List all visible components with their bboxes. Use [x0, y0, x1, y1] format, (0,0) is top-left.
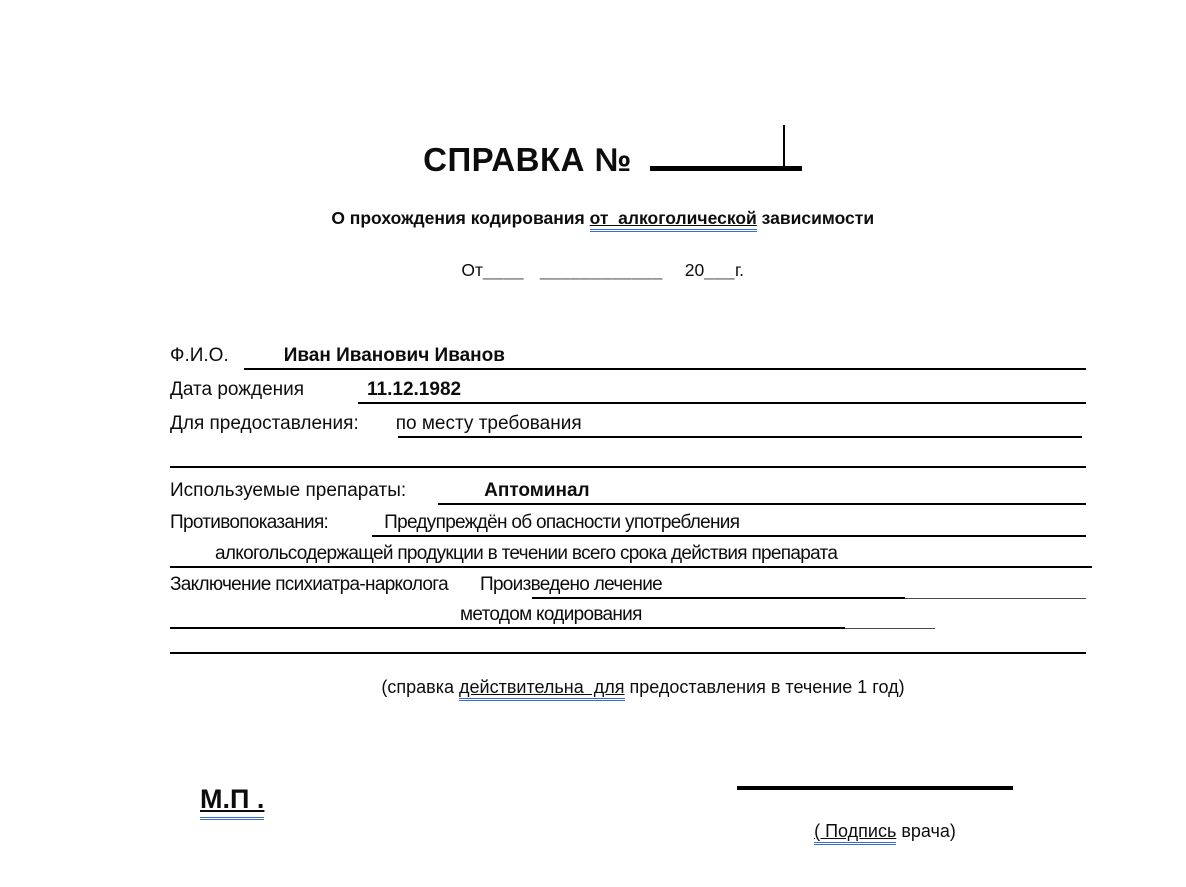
provided-for-value[interactable]: по месту требования: [395, 413, 582, 434]
text-cursor: [783, 125, 785, 171]
date-year-suffix: г.: [734, 260, 745, 280]
birth-date-value[interactable]: 11.12.1982: [367, 379, 462, 400]
date-from-label: От: [461, 260, 484, 280]
note-grammar-flagged-text[interactable]: действительна для: [459, 677, 624, 701]
contraindications-value-line1[interactable]: Предупреждён об опасности употребления: [384, 512, 740, 533]
stamp-place: [170, 753, 264, 846]
signature-caption-rest: врача): [896, 821, 956, 841]
fio-value[interactable]: Иван Иванович Иванов: [283, 345, 505, 366]
signature-line[interactable]: [737, 758, 1013, 790]
field-provided-for: [170, 406, 1086, 436]
note-part1: (справка: [381, 677, 460, 697]
field-medications: [170, 473, 1086, 503]
certificate-number-blank[interactable]: [650, 141, 802, 171]
fio-underline: [244, 368, 1086, 370]
title-text: СПРАВКА №: [423, 141, 642, 178]
subtitle-grammar-flagged-text[interactable]: от алкоголической: [590, 208, 757, 232]
note-part2: предоставления в течение 1 год): [624, 677, 905, 697]
field-conclusion: [170, 567, 1086, 597]
date-day-blank[interactable]: ____: [483, 260, 524, 280]
contraindications-label: Противопоказания:: [170, 512, 329, 533]
signature-caption-grammar-flagged: ( Подпись: [814, 821, 896, 845]
date-year-prefix: 20: [684, 260, 705, 280]
fio-label: Ф.И.О.: [170, 345, 229, 366]
contraindications-value-line2[interactable]: алкогольсодержащей продукции в течении всего срока действия препарата: [215, 543, 838, 564]
provided-for-label: Для предоставления:: [170, 413, 359, 434]
validity-note: [170, 656, 1086, 719]
medications-value[interactable]: Аптоминал: [484, 480, 590, 501]
signature-caption: [737, 800, 1013, 863]
field-birth-date: [170, 372, 1086, 402]
empty-underline-1: [170, 466, 1086, 468]
conclusion-value-line1[interactable]: Произведено лечение: [479, 574, 662, 595]
date-line: [0, 239, 1186, 302]
stamp-label: М.П .: [200, 784, 264, 820]
subtitle-part1: О прохождения кодирования: [331, 208, 590, 228]
field-fio: [170, 338, 1086, 368]
date-year-blank[interactable]: ___: [704, 260, 735, 280]
field-contraindications: [170, 505, 1086, 535]
medications-label: Используемые препараты:: [170, 480, 407, 501]
birth-date-label: Дата рождения: [170, 379, 305, 400]
conclusion-label: Заключение психиатра-нарколога: [170, 574, 448, 595]
date-month-blank[interactable]: ____________: [539, 260, 663, 280]
conclusion-value-line2[interactable]: методом кодирования: [460, 604, 642, 625]
empty-underline-2: [170, 652, 1086, 654]
empty-line-2[interactable]: [170, 622, 1086, 652]
subtitle-part2: зависимости: [756, 208, 875, 228]
empty-line-1[interactable]: [170, 436, 1086, 466]
field-contraindications-line2: [170, 536, 1086, 566]
birth-date-underline: [358, 402, 1086, 404]
